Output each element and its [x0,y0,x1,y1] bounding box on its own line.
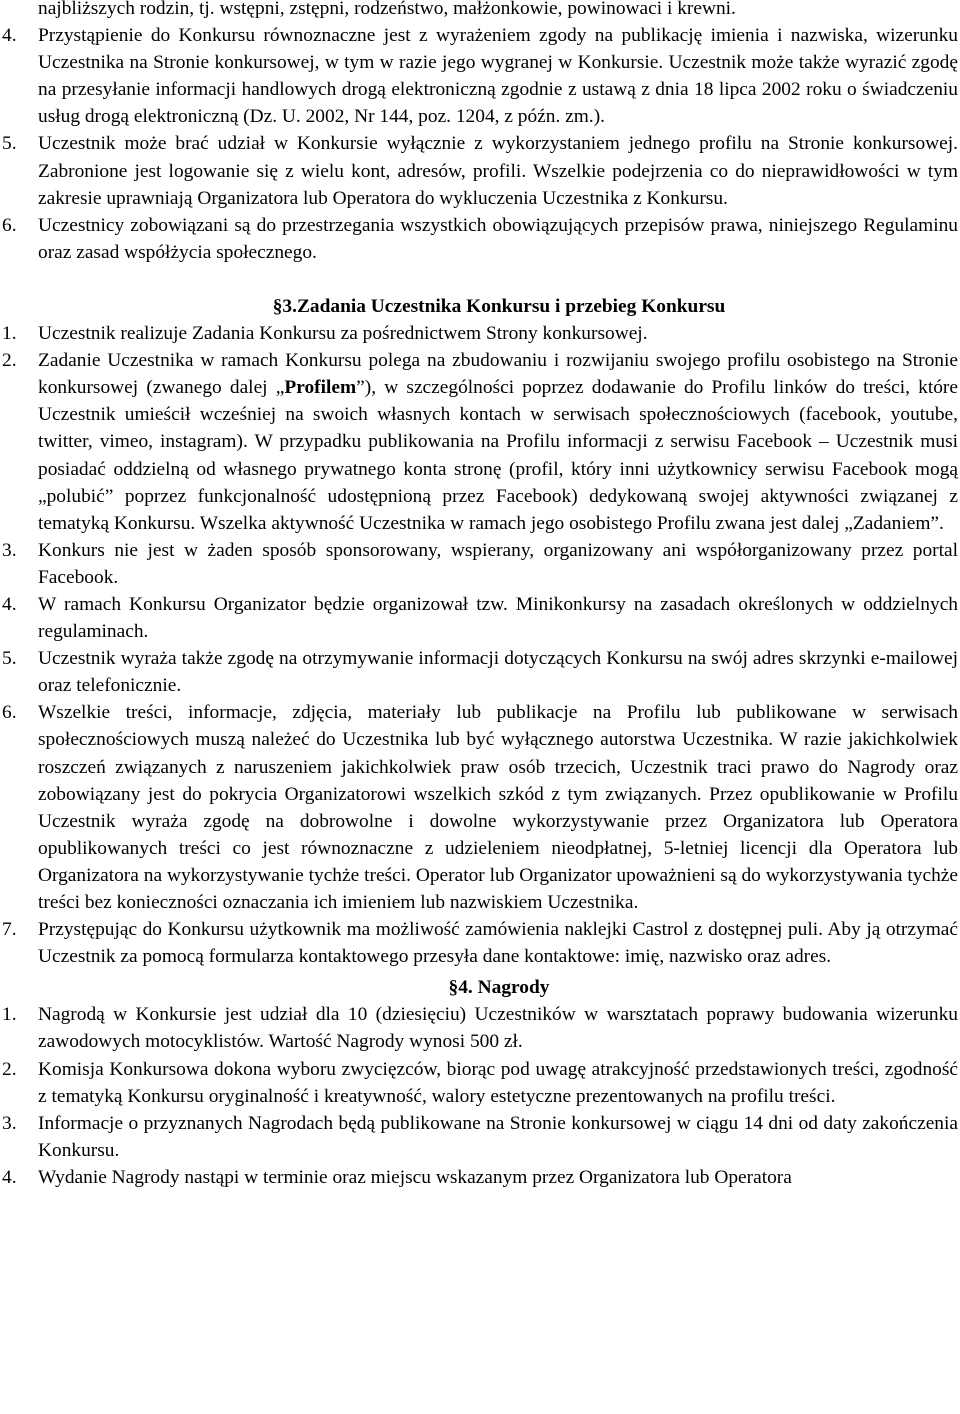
section2-item-6 [0,212,960,266]
section4-item-4 [0,1164,960,1191]
item-text: Przystąpienie do Konkursu równoznaczne jest z wyrażeniem zgody na publikację imienia i nazwiska, wizerunku Uczestnika na Stronie konkursowej, w tym w razie jego wygranej w Konkursie. Uczestnik może także wyrazić zgodę na przesyłanie informacji handlowych drogą elektroniczną zgodnie z ustawą z dnia 18 lipca 2002 roku o świadczeniu usług drogą elektroniczną (Dz. U. 2002, Nr 144, poz. 1204, z późn. zm.). [38,25,958,128]
section3-heading: §3.Zadania Uczestnika Konkursu i przebieg Konkursu [272,295,726,317]
item-number: 3. [2,1112,17,1134]
item-number: 2. [2,350,17,372]
section3-item-6 [0,699,960,916]
item-number: 4. [2,25,17,47]
section3-item-7 [0,916,960,970]
section4-item-3 [0,1110,960,1164]
item-text: W ramach Konkursu Organizator będzie organizował tzw. Minikonkursy na zasadach określonych w oddzielnych regulaminach. [38,593,958,643]
section2-item-5 [0,130,960,211]
profil-term: Profilem [284,377,357,399]
item-text: Uczestnik może brać udział w Konkursie wyłącznie z wykorzystaniem jednego profilu na Stronie konkursowej. Zabronione jest logowanie się z wielu kont, adresów, profili. Wszelkie podejrzenia co do nieprawidłowości w tym zakresie uprawniają Organizatora lub Operatora do wykluczenia Uczestnika z Konkursu. [38,133,958,209]
item-number: 1. [2,323,17,345]
section3-item-2 [0,347,960,537]
item-number: 1. [2,1004,17,1026]
section4-item-2 [0,1056,960,1110]
item-text: Nagrodą w Konkursie jest udział dla 10 (dziesięciu) Uczestników w warsztatach poprawy budowania wizerunku zawodowych motocyklistów. Wartość Nagrody wynosi 500 zł. [38,1004,958,1053]
section3-item-3 [0,537,960,591]
section2-continuation: najbliższych rodzin, tj. wstępni, zstępni, rodzeństwo, małżonkowie, powinowaci i krewni. [38,0,736,19]
item-text: Uczestnik wyraża także zgodę na otrzymywanie informacji dotyczących Konkursu na swój adres skrzynki e-mailowej oraz telefonicznie. [38,648,958,697]
item-text: Komisja Konkursowa dokona wyboru zwycięzców, biorąc pod uwagę atrakcyjność przedstawionych treści, zgodność z tematyką Konkursu oryginalność i kreatywność, walory estetyczne prezentowanych na profilu treści. [38,1058,958,1107]
item-text: Przystępując do Konkursu użytkownik ma możliwość zamówienia naklejki Castrol z dostępnej puli. Aby ją otrzymać Uczestnik za pomocą formularza kontaktowego przesyła dane kontaktowe: imię, nazwisko oraz adres. [38,919,958,968]
item-text: Wydanie Nagrody nastąpi w terminie oraz miejscu wskazanym przez Organizatora lub Operatora [38,1166,792,1188]
item-number: 4. [2,593,17,615]
section2-item-4 [0,22,960,130]
item-number: 7. [2,919,17,941]
item-text: Konkurs nie jest w żaden sposób sponsorowany, wspierany, organizowany ani współorganizowany przez portal Facebook. [38,539,958,588]
section3-item-4 [0,591,960,645]
item-number: 3. [2,539,17,561]
item-text: Wszelkie treści, informacje, zdjęcia, materiały lub publikacje na Profilu lub publikowane w serwisach społecznościowych muszą należeć do Uczestnika lub być wyłącznego autorstwa Uczestnika. W razie jakichkolwiek roszczeń związanych z naruszeniem jakichkolwiek praw osób trzecich, Uczestnik traci prawo do Nagrody oraz zobowiązany jest do pokrycia Organizatorowi wszelkich szkód z tym związanych. Przez opublikowanie w Profilu Uczestnik wyraża zgodę na dobrowolne i dowolne wykorzystywanie przez Organizatora lub Operatora opublikowanych treści co jest równoznaczne z udzieleniem nieodpłatnej, 5-letniej licencji dla Operatora lub Organizatora na wykorzystywanie tychże treści. Operator lub Organizator upoważnieni są do wykorzystywania tychże treści bez konieczności oznaczania ich imieniem lub nazwiskiem Uczestnika. [38,702,958,913]
item-number: 4. [2,1166,17,1188]
item-text-before: Zadanie Uczestnika w ramach Konkursu polega na zbudowaniu i rozwijaniu swojego profilu osobistego na Stronie konkursowej (zwanego dalej „ [38,350,958,399]
item-text: Uczestnicy zobowiązani są do przestrzegania wszystkich obowiązujących przepisów prawa, niniejszego Regulaminu oraz zasad współżycia społecznego. [38,214,958,263]
item-text: Informacje o przyznanych Nagrodach będą publikowane na Stronie konkursowej w ciągu 14 dni od daty zakończenia Konkursu. [38,1112,958,1161]
item-number: 2. [2,1058,17,1080]
section3-item-5 [0,645,960,699]
item-number: 5. [2,648,17,670]
item-text: Uczestnik realizuje Zadania Konkursu za pośrednictwem Strony konkursowej. [38,323,648,345]
section4-item-1 [0,1001,960,1055]
section3-item-1 [0,320,960,347]
item-number: 6. [2,214,17,236]
item-number: 6. [2,702,17,724]
item-text-after: ”), w szczególności poprzez dodawanie do Profilu linków do treści, które Uczestnik umieścił wcześniej na swoich własnych kontach w serwisach społecznościowych (facebook, youtube, twitter, vimeo, instagram). W przypadku publikowania na Profilu informacji z serwisu Facebook – Uczestnik musi posiadać oddzielną od własnego prywatnego konta stronę (profil, który inni użytkownicy serwisu Facebook mogą „polubić” poprzez funkcjonalność udostępnioną przez Facebook) dedykowaną swojej aktywności związanej z tematyką Konkursu. Wszelka aktywność Uczestnika w ramach jego osobistego Profilu zwana jest dalej „Zadaniem”. [38,377,958,534]
spacer [0,266,960,293]
section4-heading: §4. Nagrody [448,977,550,999]
item-number: 5. [2,133,17,155]
